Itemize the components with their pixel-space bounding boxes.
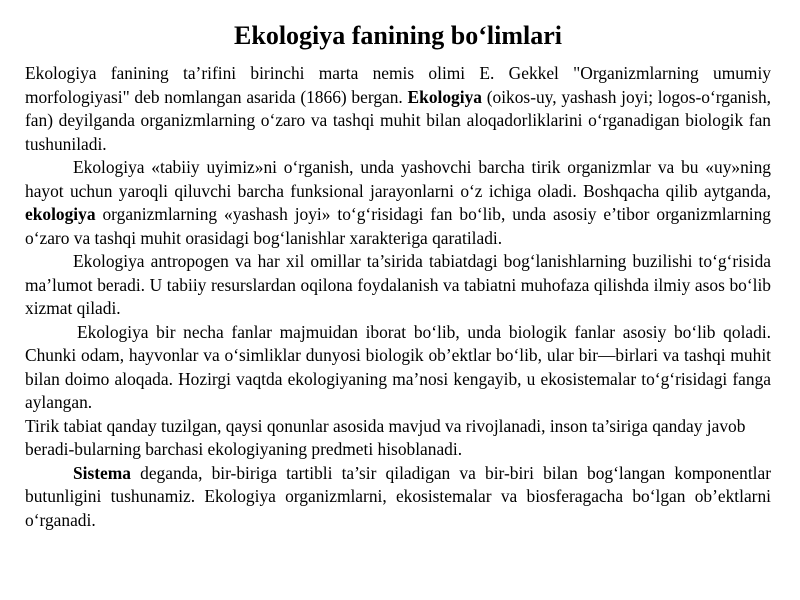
- paragraph-text: (oikos-uy, yashash joyi; logos-o‘rganish, fan) deyilganda organizmlarning o‘zaro va tashqi muhit bilan aloqadorliklarini o‘rganadigan biologik fan tushuniladi.: [25, 86, 772, 154]
- paragraph-sciences: Ekologiya bir necha fanlar majmuidan iborat bo‘lib, unda biologik fanlar asosiy bo‘lib qoladi. Chunki odam, hayvonlar va o‘simliklar dunyosi biologik ob’ektlar bo‘lib, ular bir—birlari va tashqi muhit bilan doimo aloqada. Hozirgi vaqtda ekologiyaning ma’nosi kengayib, u ekosistemalar to‘g‘risidagi fanga aylangan.: [25, 321, 771, 412]
- paragraph-system: [25, 462, 771, 533]
- paragraph-text: deganda, bir-biriga tartibli ta’sir qiladigan va bir-biri bilan bog‘langan komponentlar butunligini tushunamiz. Ekologiya organizmlarni, ekosistemalar va biosferagacha bo‘lgan ob’ektlarni o‘rganadi.: [25, 462, 771, 530]
- bold-term-sistema: Sistema: [73, 462, 131, 483]
- page-title: Ekologiya fanining bo‘limlari: [234, 21, 562, 50]
- paragraph-subject: Tirik tabiat qanday tuzilgan, qaysi qonunlar asosida mavjud va rivojlanadi, inson ta’siriga qanday javob beradi-bularning barchasi ekologiyaning predmeti hisoblanadi.: [25, 415, 746, 459]
- paragraph-home: [25, 156, 771, 250]
- bold-term-ekologiya: ekologiya: [25, 204, 96, 224]
- paragraph-text: Ekologiya «tabiiy uyimiz»ni o‘rganish, unda yashovchi barcha tirik organizmlar va bu «uy»ning hayot uchun yaroqli qiluvchi barcha funksional jarayonlarni o‘z ichiga oladi. Boshqacha qilib aytganda,: [25, 157, 771, 201]
- paragraph-definition: [25, 62, 771, 156]
- paragraph-anthropogenic: Ekologiya antropogen va har xil omillar ta’sirida tabiatdagi bog‘lanishlarning buzilishi to‘g‘risida ma’lumot beradi. U tabiiy resurslardan oqilona foydalanish va tabiatni muhofaza qilishda ilmiy asos bo‘lib xizmat qiladi.: [25, 251, 771, 318]
- paragraph-text: organizmlarning «yashash joyi» to‘g‘risidagi fan bo‘lib, unda asosiy e’tibor organizmlarning o‘zaro va tashqi muhit orasidagi bog‘lanishlar xarakteriga qaratiladi.: [25, 204, 771, 248]
- body-text: [25, 62, 771, 532]
- bold-term-ekologiya: Ekologiya: [407, 86, 482, 107]
- paragraph-text: Ekologiya fanining ta’rifini birinchi marta nemis olimi E. Gekkel "Organizmlarning umumiy morfologiyasi" deb nomlangan asarida (1866) bergan.: [25, 63, 771, 107]
